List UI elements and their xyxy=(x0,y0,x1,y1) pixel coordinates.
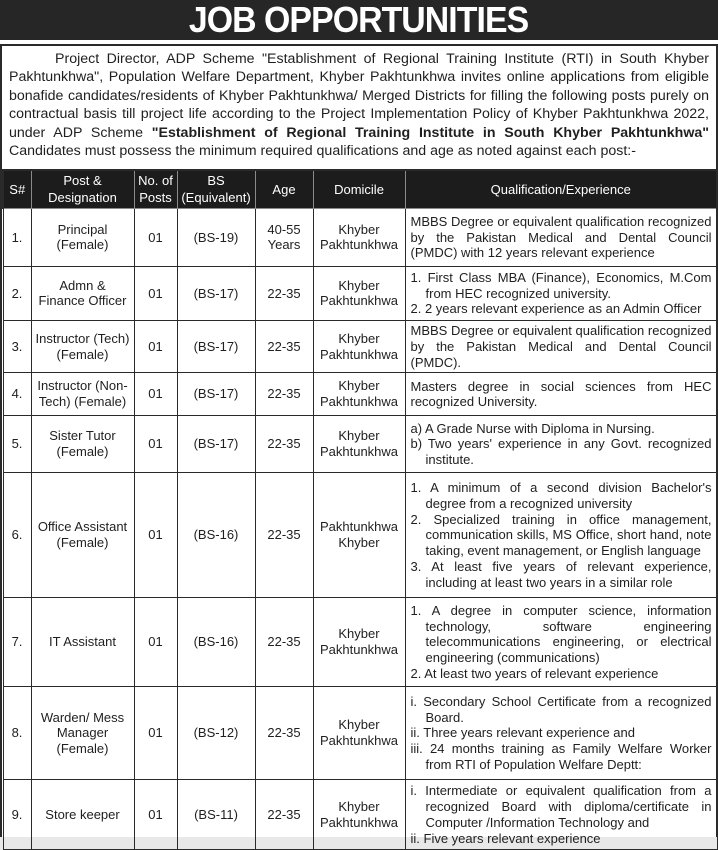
cell-qualification xyxy=(405,473,717,598)
cell-no-of-posts: 01 xyxy=(134,780,177,850)
cell-domicile: Khyber Pakhtunkhwa xyxy=(313,266,405,320)
cell-age: 22-35 xyxy=(255,373,313,416)
cell-domicile: Pakhtunkhwa Khyber xyxy=(313,473,405,598)
qualification-item: a) A Grade Nurse with Diploma in Nursing. xyxy=(410,420,655,436)
qualification-item: MBBS Degree or equivalent qualification recognized by the Pakistan Medical and Dental Council (PMDC). xyxy=(410,322,712,370)
header-post-designation: Post & Designation xyxy=(31,170,134,208)
cell-bs-equivalent: (BS-12) xyxy=(177,687,255,780)
cell-qualification xyxy=(405,780,717,850)
title-banner xyxy=(0,0,718,40)
cell-no-of-posts: 01 xyxy=(134,373,177,416)
cell-qualification xyxy=(405,687,717,780)
cell-serial: 1. xyxy=(3,208,31,266)
cell-no-of-posts: 01 xyxy=(134,266,177,320)
table-row xyxy=(3,266,717,320)
cell-serial: 2. xyxy=(3,266,31,320)
cell-post-designation: Instructor (Tech) (Female) xyxy=(31,320,134,372)
cell-age: 22-35 xyxy=(255,687,313,780)
cell-qualification xyxy=(405,208,717,266)
cell-domicile: Khyber Pakhtunkhwa xyxy=(313,687,405,780)
cell-no-of-posts: 01 xyxy=(134,473,177,598)
header-no-of-posts: No. of Posts xyxy=(134,170,177,208)
qualification-item: 1. A minimum of a second division Bachelor's degree from a recognized university xyxy=(410,480,712,511)
table-row xyxy=(3,780,717,850)
cell-bs-equivalent: (BS-16) xyxy=(177,598,255,687)
cell-bs-equivalent: (BS-17) xyxy=(177,416,255,473)
table-row xyxy=(3,320,717,372)
cell-post-designation: Sister Tutor (Female) xyxy=(31,416,134,473)
cell-age: 22-35 xyxy=(255,320,313,372)
table-row xyxy=(3,473,717,598)
qualification-item: i. Secondary School Certificate from a recognized Board. xyxy=(410,693,712,725)
cell-post-designation: Store keeper xyxy=(31,780,134,850)
intro-text-bold: "Establishment of Regional Training Institute in South Khyber Pakhtunkhwa" xyxy=(151,124,710,141)
cell-no-of-posts: 01 xyxy=(134,416,177,473)
qualification-item: 1. First Class MBA (Finance), Economics, M.Com from HEC recognized university. xyxy=(410,269,712,301)
table-body xyxy=(3,208,717,849)
table-row xyxy=(3,687,717,780)
cell-age: 22-35 xyxy=(255,473,313,598)
cell-serial: 6. xyxy=(3,473,31,598)
cell-qualification xyxy=(405,373,717,416)
cell-bs-equivalent: (BS-16) xyxy=(177,473,255,598)
cell-post-designation: Office Assistant (Female) xyxy=(31,473,134,598)
cell-domicile: Khyber Pakhtunkhwa xyxy=(313,598,405,687)
cell-no-of-posts: 01 xyxy=(134,598,177,687)
cell-bs-equivalent: (BS-17) xyxy=(177,373,255,416)
cell-serial: 5. xyxy=(3,416,31,473)
qualification-item: 1. A degree in computer science, information technology, software engineering telecommunications engineering, or electrical engineering (communications) xyxy=(410,602,712,666)
table-header-row xyxy=(3,170,717,208)
header-bs-equivalent: BS (Equivalent) xyxy=(177,170,255,208)
cell-age: 22-35 xyxy=(255,416,313,473)
qualification-item: i. Intermediate or equivalent qualification from a recognized Board with diploma/certificate in Computer /Information Technology and xyxy=(410,783,712,830)
cell-serial: 3. xyxy=(3,320,31,372)
intro-text-1: Project Director, ADP Scheme "Establishment of Regional Training Institute (RTI) in South Khyber Pakhtunkhwa", Population Welfare Department, Khyber Pakhtunkhwa invites online applications from eligible bonafide candidates/residents of Khyber Pakhtunkhwa/ Merged Districts for filling the following posts purely on contractual basis till project life according to the Project Implementation Policy of Khyber Pakhtunkhwa 2022, under ADP Scheme xyxy=(9,51,709,141)
header-age: Age xyxy=(255,170,313,208)
cell-domicile: Khyber Pakhtunkhwa xyxy=(313,320,405,372)
table-row xyxy=(3,598,717,687)
qualification-item: MBBS Degree or equivalent qualification recognized by the Pakistan Medical and Dental Council (PMDC) with 12 years relevant experience xyxy=(410,213,712,261)
header-domicile: Domicile xyxy=(313,170,405,208)
cell-bs-equivalent: (BS-17) xyxy=(177,266,255,320)
header-qualification: Qualification/Experience xyxy=(405,170,717,208)
cell-domicile: Khyber Pakhtunkhwa xyxy=(313,416,405,473)
cell-domicile: Khyber Pakhtunkhwa xyxy=(313,780,405,850)
table-row xyxy=(3,416,717,473)
qualification-item: ii. Five years relevant experience xyxy=(410,830,601,846)
cell-age: 22-35 xyxy=(255,780,313,850)
cell-age: 22-35 xyxy=(255,598,313,687)
cell-domicile: Khyber Pakhtunkhwa xyxy=(313,208,405,266)
header-serial: S# xyxy=(3,170,31,208)
qualification-item: ii. Three years relevant experience and xyxy=(410,725,635,741)
intro-text-2: Candidates must possess the minimum required qualifications and age as noted against each post:- xyxy=(9,143,636,160)
qualification-item: Masters degree in social sciences from HEC recognized University. xyxy=(410,378,712,410)
cell-post-designation: Instructor (Non-Tech) (Female) xyxy=(31,373,134,416)
cell-post-designation: Admn & Finance Officer xyxy=(31,266,134,320)
cell-domicile: Khyber Pakhtunkhwa xyxy=(313,373,405,416)
table-row xyxy=(3,373,717,416)
cell-qualification xyxy=(405,266,717,320)
cell-qualification xyxy=(405,416,717,473)
cell-no-of-posts: 01 xyxy=(134,687,177,780)
cell-post-designation: Warden/ Mess Manager (Female) xyxy=(31,687,134,780)
jobs-table xyxy=(2,169,718,850)
table-header xyxy=(3,170,717,208)
cell-bs-equivalent: (BS-11) xyxy=(177,780,255,850)
cell-age: 40-55 Years xyxy=(255,208,313,266)
cell-qualification xyxy=(405,320,717,372)
qualification-item: 2. 2 years relevant experience as an Admin Officer xyxy=(410,301,702,317)
cell-no-of-posts: 01 xyxy=(134,320,177,372)
cell-serial: 4. xyxy=(3,373,31,416)
cell-no-of-posts: 01 xyxy=(134,208,177,266)
qualification-item: 2. At least two years of relevant experience xyxy=(410,666,659,682)
cell-serial: 7. xyxy=(3,598,31,687)
table-row xyxy=(3,208,717,266)
page-title: JOB OPPORTUNITIES xyxy=(189,0,529,40)
cell-post-designation: Principal (Female) xyxy=(31,208,134,266)
qualification-item: 3. At least five years of relevant experience, including at least two years in a similar role xyxy=(410,559,712,590)
qualification-item: b) Two years' experience in any Govt. recognized institute. xyxy=(410,436,712,468)
cell-serial: 9. xyxy=(3,780,31,850)
cell-bs-equivalent: (BS-19) xyxy=(177,208,255,266)
ad-content-frame xyxy=(0,44,718,846)
cell-serial: 8. xyxy=(3,687,31,780)
qualification-item: iii. 24 months training as Family Welfare Worker from RTI of Population Welfare Deptt: xyxy=(410,741,712,773)
cell-qualification xyxy=(405,598,717,687)
qualification-item: 2. Specialized training in office management, communication skills, MS Office, short hand, note taking, event management, or English language xyxy=(410,511,712,559)
cell-age: 22-35 xyxy=(255,266,313,320)
cell-bs-equivalent: (BS-17) xyxy=(177,320,255,372)
cell-post-designation: IT Assistant xyxy=(31,598,134,687)
intro-paragraph xyxy=(2,46,716,164)
